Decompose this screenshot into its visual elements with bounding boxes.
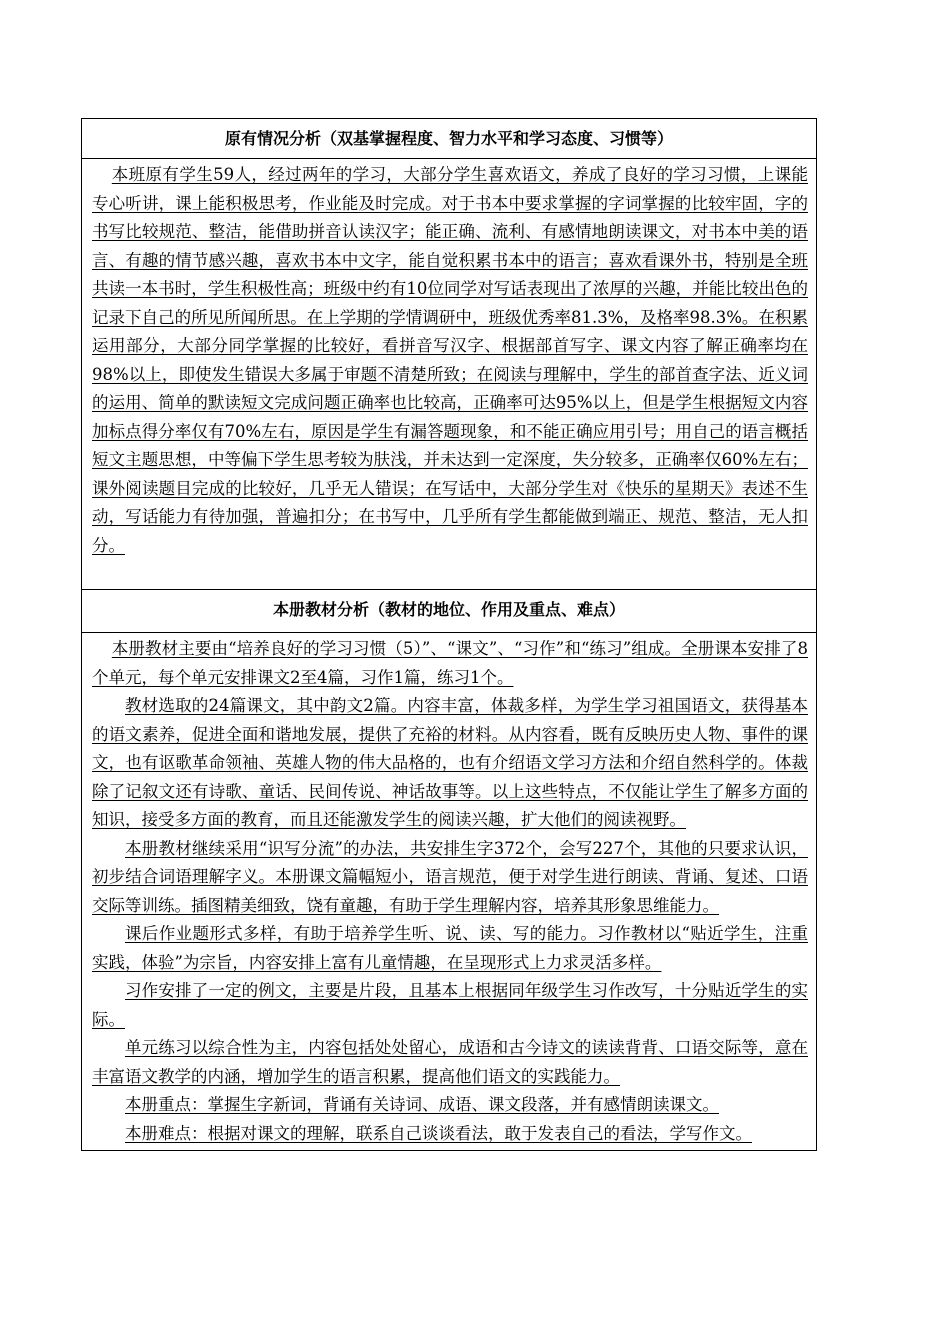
section1-body <box>82 159 816 589</box>
difficult-points-paragraph: 本册难点：根据对课文的理解，联系自己谈谈看法，敢于发表自己的看法，学写作文。 <box>125 1123 752 1143</box>
section2-paragraph-1: 本册教材主要由“培养良好的学习习惯（5）”、“课文”、“习作”和“练习”组成。全册课本安排了8个单元，每个单元安排课文2至4篇，习作1篇，练习1个。 <box>92 639 808 687</box>
section2-heading: 本册教材分析（教材的地位、作用及重点、难点） <box>82 589 816 633</box>
section2-paragraph-2: 教材选取的24篇课文，其中韵文2篇。内容丰富，体裁多样，为学生学习祖国语文，获得基本的语文素养，促进全面和谐地发展，提供了充裕的材料。从内容看，既有反映历史人物、事件的课文，也有讴歌革命领袖、英雄人物的伟大品格的，也有介绍语文学习方法和介绍自然科学的。体裁除了记叙文还有诗歌、童话、民间传说、神话故事等。以上这些特点，不仅能让学生了解多方面的知识，接受多方面的教育，而且还能激发学生的阅读兴趣，扩大他们的阅读视野。 <box>92 696 808 829</box>
plan-table <box>81 118 817 1151</box>
section1-heading: 原有情况分析（双基掌握程度、智力水平和学习态度、习惯等） <box>82 119 816 159</box>
key-points-paragraph: 本册重点：掌握生字新词，背诵有关诗词、成语、课文段落，并有感情朗读课文。 <box>125 1095 719 1114</box>
section2-paragraph-6: 单元练习以综合性为主，内容包括处处留心，成语和古今诗文的读读背背、口语交际等，意在丰富语文教学的内涵，增加学生的语言积累，提高他们语文的实践能力。 <box>92 1038 808 1086</box>
section1-paragraph: 本班原有学生59人，经过两年的学习，大部分学生喜欢语文，养成了良好的学习习惯，上课能专心听讲，课上能积极思考，作业能及时完成。对于书本中要求掌握的字词掌握的比较牢固，字的书写比较规范、整洁，能借助拼音认读汉字；能正确、流利、有感情地朗读课文，对书本中美的语言、有趣的情节感兴趣，喜欢书本中文字，能自觉积累书本中的语言；喜欢看课外书，特别是全班共读一本书时，学生积极性高；班级中约有10位同学对写话表现出了浓厚的兴趣，并能比较出色的记录下自己的所见所闻所思。在上学期的学情调研中，班级优秀率81.3%，及格率98.3%。在积累运用部分，大部分同学掌握的比较好，看拼音写汉字、根据部首写字、课文内容了解正确率均在98%以上，即使发生错误大多属于审题不清楚所致；在阅读与理解中，学生的部首查字法、近义词的运用、简单的默读短文完成问题正确率也比较高，正确率可达95%以上，但是学生根据短文内容加标点得分率仅有70%左右，原因是学生有漏答题现象，和不能正确应用引号；用自己的语言概括短文主题思想，中等偏下学生思考较为肤浅，并未达到一定深度，失分较多，正确率仅60%左右；课外阅读题目完成的比较好，几乎无人错误；在写话中，大部分学生对《快乐的星期天》表述不生动，写话能力有待加强，普遍扣分；在书写中，几乎所有学生都能做到端正、规范、整洁，无人扣分。 <box>92 165 808 555</box>
section2-paragraph-4: 课后作业题形式多样，有助于培养学生听、说、读、写的能力。习作教材以“贴近学生，注重实践，体验”为宗旨，内容安排上富有儿童情趣，在呈现形式上力求灵活多样。 <box>92 924 808 972</box>
section2-paragraph-5: 习作安排了一定的例文，主要是片段，且基本上根据同年级学生习作改写，十分贴近学生的实际。 <box>92 981 808 1029</box>
section2-body <box>82 633 816 1150</box>
section2-paragraph-3: 本册教材继续采用“识写分流”的办法，共安排生字372个，会写227个，其他的只要求认识，初步结合词语理解字义。本册课文篇幅短小，语言规范，便于对学生进行朗读、背诵、复述、口语交际等训练。插图精美细致，饶有童趣，有助于学生理解内容，培养其形象思维能力。 <box>92 838 808 915</box>
